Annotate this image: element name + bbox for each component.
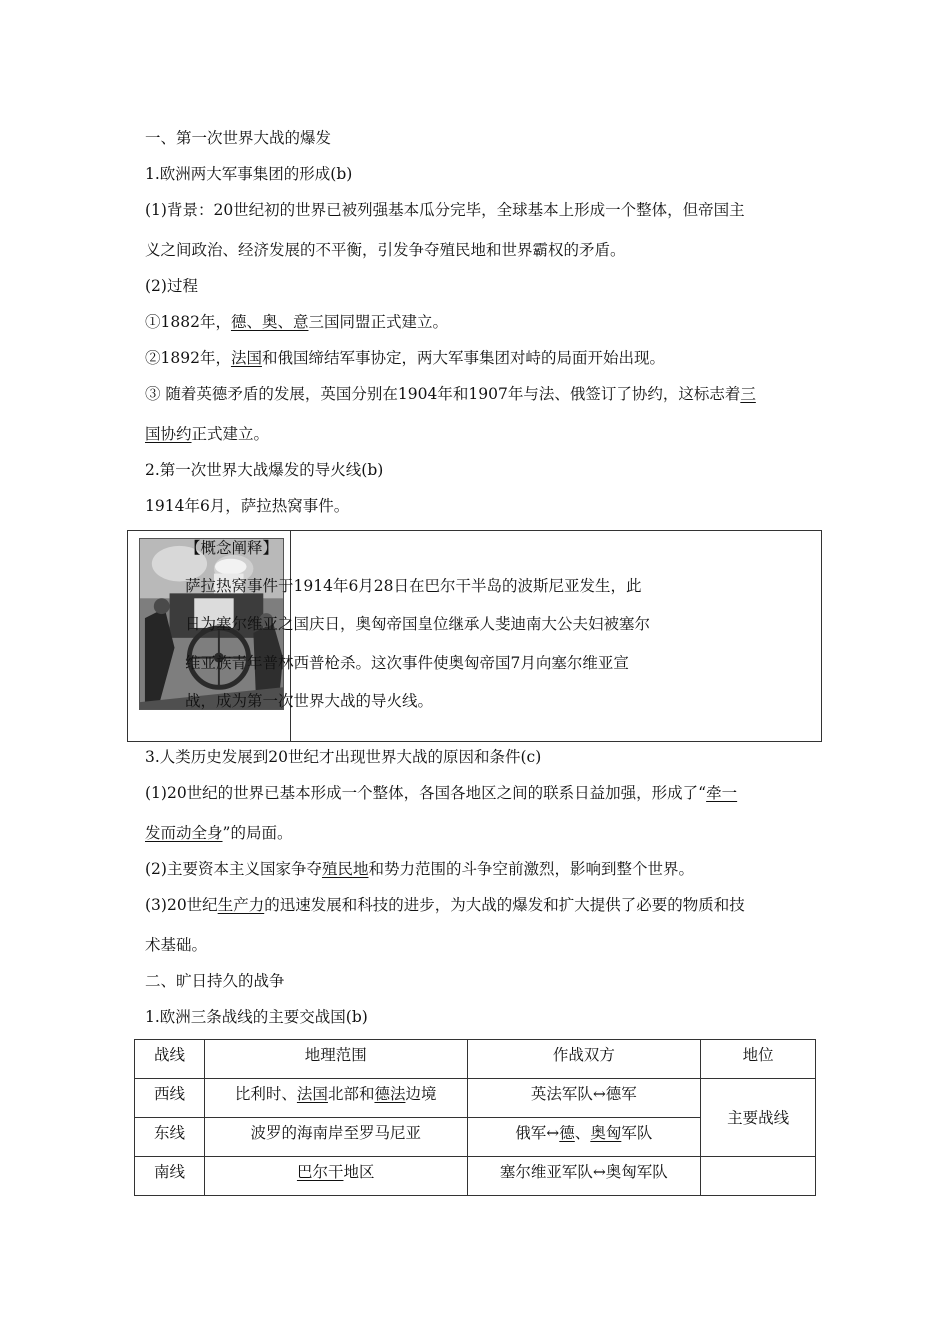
answer-blank: 法国 (296, 1085, 328, 1103)
concept-line3: 维亚族青年普林西普枪杀。这次事件使奥匈帝国7月向塞尔维亚宣 (185, 654, 629, 672)
process-step3: ③ 随着英德矛盾的发展，英国分别在1904年和1907年与法、俄签订了协约，这标志着三 (145, 385, 756, 403)
section2-title: 二、旷日持久的战争 (145, 972, 285, 990)
geo-cell: 巴尔干地区 (204, 1157, 467, 1196)
answer-blank: 德法 (374, 1085, 406, 1103)
table-row (135, 1079, 816, 1118)
concept-heading: 【概念阐释】 (185, 539, 279, 557)
status-cell-empty (701, 1157, 816, 1196)
answer-blank: 三 (740, 385, 756, 403)
front-cell: 东线 (135, 1118, 205, 1157)
reason2: (2)主要资本主义国家争夺殖民地和势力范围的斗争空前激烈，影响到整个世界。 (145, 860, 694, 878)
answer-blank: 殖民地 (321, 860, 369, 878)
sides-cell: 塞尔维亚军队↔奥匈军队 (467, 1157, 701, 1196)
background-line1: (1)背景：20世纪初的世界已被列强基本瓜分完毕，全球基本上形成一个整体，但帝国主 (145, 201, 745, 219)
war-fronts-table (134, 1039, 816, 1196)
reason3-line1: (3)20世纪生产力的迅速发展和科技的进步，为大战的爆发和扩大提供了必要的物质和技 (145, 896, 745, 914)
answer-blank: 国协约 (145, 425, 192, 443)
header-geo: 地理范围 (204, 1040, 467, 1079)
section1-title: 一、第一次世界大战的爆发 (145, 129, 332, 147)
answer-blank: 法国 (230, 349, 262, 367)
header-front: 战线 (135, 1040, 205, 1079)
item1-title: 1.欧洲两大军事集团的形成(b) (145, 165, 353, 183)
item2-line: 1914年6月，萨拉热窝事件。 (145, 497, 350, 515)
answer-blank: 发而动全身 (145, 824, 223, 842)
process-step3-cont: 国协约正式建立。 (145, 425, 270, 443)
reason3-line2: 术基础。 (145, 936, 208, 954)
concept-line1: 萨拉热窝事件于1914年6月28日在巴尔干半岛的波斯尼亚发生，此 (185, 577, 642, 595)
front-cell: 西线 (135, 1079, 205, 1118)
concept-line4: 战，成为第一次世界大战的导火线。 (185, 692, 434, 710)
item2-title: 2.第一次世界大战爆发的导火线(b) (145, 461, 384, 479)
answer-blank: 巴尔干 (296, 1163, 344, 1181)
sides-cell: 俄军↔德、奥匈军队 (467, 1118, 701, 1157)
answer-blank: 牵一 (706, 784, 738, 802)
concept-line2: 日为塞尔维亚之国庆日，奥匈帝国皇位继承人斐迪南大公夫妇被塞尔 (185, 615, 651, 633)
table-header-row (135, 1040, 816, 1079)
answer-blank: 德、奥、意 (230, 313, 309, 331)
answer-blank: 生产力 (217, 896, 265, 914)
geo-cell: 波罗的海南岸至罗马尼亚 (204, 1118, 467, 1157)
header-status: 地位 (701, 1040, 816, 1079)
status-cell: 主要战线 (701, 1079, 816, 1157)
front-cell: 南线 (135, 1157, 205, 1196)
geo-cell: 比利时、法国北部和德法边境 (204, 1079, 467, 1118)
item3-title: 3.人类历史发展到20世纪才出现世界大战的原因和条件(c) (145, 748, 542, 766)
answer-blank: 德 (559, 1124, 575, 1142)
process-step1: ①1882年，德、奥、意三国同盟正式建立。 (145, 313, 448, 331)
background-line2: 义之间政治、经济发展的不平衡，引发争夺殖民地和世界霸权的矛盾。 (145, 241, 626, 259)
process-step2: ②1892年，法国和俄国缔结军事协定，两大军事集团对峙的局面开始出现。 (145, 349, 665, 367)
process-title: (2)过程 (145, 277, 198, 295)
section2-item1-title: 1.欧洲三条战线的主要交战国(b) (145, 1008, 368, 1026)
answer-blank: 奥匈 (590, 1124, 622, 1142)
reason1-line1: (1)20世纪的世界已基本形成一个整体，各国各地区之间的联系日益加强，形成了“牵一 (145, 784, 738, 802)
sides-cell: 英法军队↔德军 (467, 1079, 701, 1118)
header-sides: 作战双方 (467, 1040, 701, 1079)
table-row (135, 1157, 816, 1196)
reason1-line2: 发而动全身”的局面。 (145, 824, 293, 842)
